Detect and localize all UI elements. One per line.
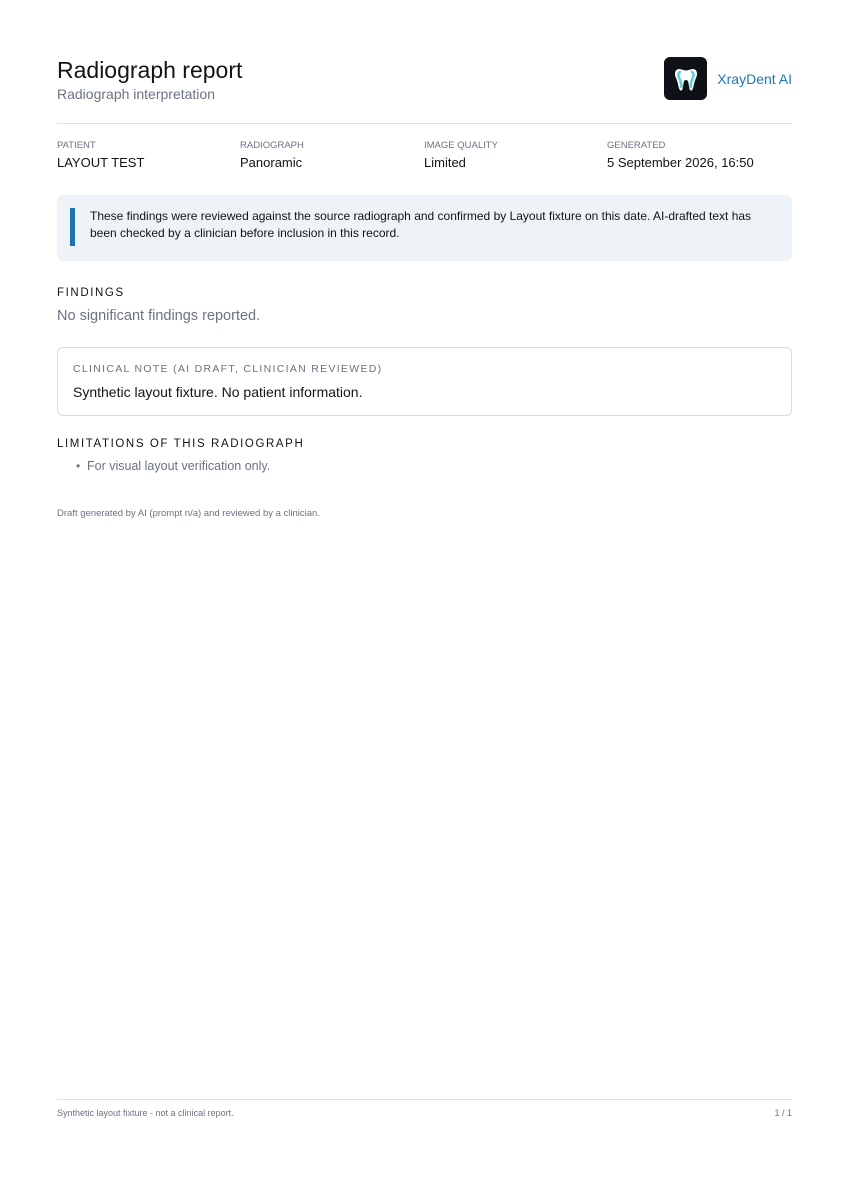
meta-value: LAYOUT TEST	[57, 155, 145, 170]
report-header	[57, 56, 792, 102]
findings-text: No significant findings reported.	[57, 308, 261, 324]
limitations-heading: LIMITATIONS OF THIS RADIOGRAPH	[57, 438, 305, 450]
limitation-text: For visual layout verification only.	[87, 459, 271, 473]
meta-value: 5 September 2026, 16:50	[607, 155, 754, 170]
page-number: 1 / 1	[774, 1108, 792, 1118]
findings-heading: FINDINGS	[57, 287, 125, 299]
clinical-note-label: CLINICAL NOTE (AI DRAFT, CLINICIAN REVIEWED)	[73, 363, 383, 375]
brand-name: XrayDent AI	[717, 70, 792, 87]
clinical-note-card	[57, 347, 792, 416]
header-divider	[57, 123, 792, 124]
meta-image-quality	[424, 140, 604, 171]
limitations-list	[57, 459, 270, 474]
meta-label: RADIOGRAPH	[240, 140, 304, 151]
meta-radiograph	[240, 140, 420, 171]
meta-label: PATIENT	[57, 140, 96, 151]
report-metadata	[57, 140, 792, 172]
clinical-note-text: Synthetic layout fixture. No patient information.	[73, 384, 363, 400]
meta-generated	[607, 140, 787, 171]
meta-label: IMAGE QUALITY	[424, 140, 498, 151]
page-subtitle: Radiograph interpretation	[57, 86, 215, 102]
meta-label: GENERATED	[607, 140, 666, 151]
review-notice	[57, 195, 792, 261]
meta-patient	[57, 140, 237, 171]
footer-note: Synthetic layout fixture - not a clinical report.	[57, 1108, 234, 1118]
bullet-icon: •	[76, 459, 81, 473]
tooth-icon	[671, 64, 701, 94]
footer-divider	[57, 1099, 792, 1100]
notice-accent-bar	[70, 208, 75, 246]
brand	[664, 57, 792, 100]
notice-text: These findings were reviewed against the source radiograph and confirmed by Layout fixture on this date. AI-drafted text has been checked by a clinician before inclusion in this record.	[90, 209, 752, 240]
meta-value: Panoramic	[240, 155, 303, 170]
page-title: Radiograph report	[57, 57, 243, 83]
meta-value: Limited	[424, 155, 466, 170]
brand-logo	[664, 57, 707, 100]
report-page	[57, 0, 792, 1200]
ai-disclaimer: Draft generated by AI (prompt n/a) and reviewed by a clinician.	[57, 508, 320, 519]
list-item	[57, 459, 270, 474]
